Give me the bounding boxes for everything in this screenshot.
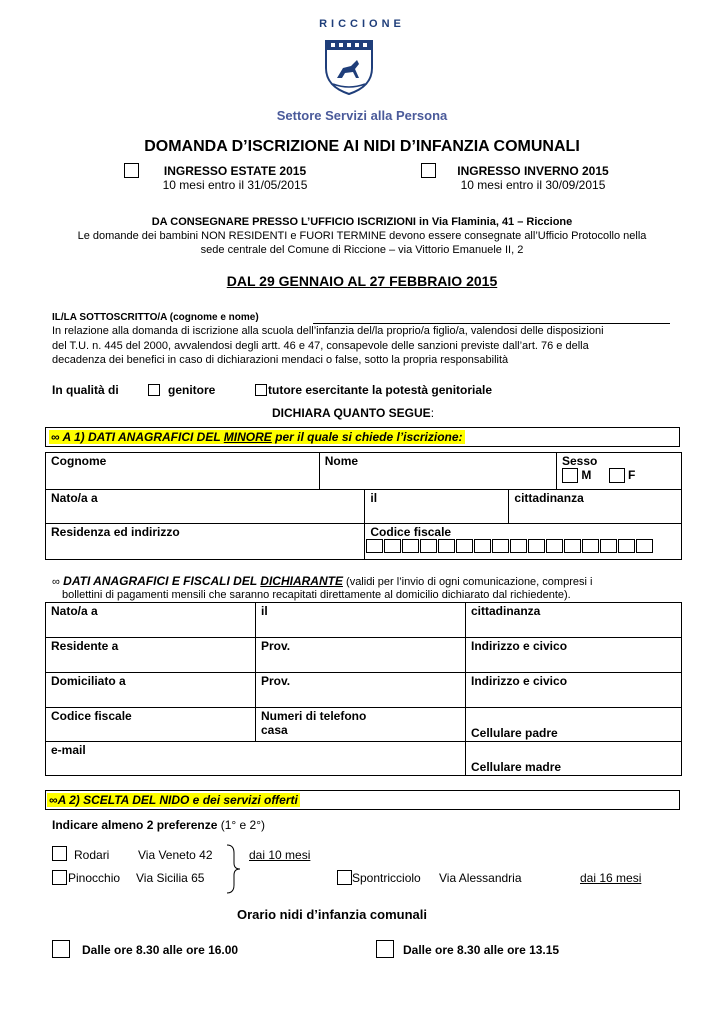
father-mobile-cell[interactable] [466, 708, 682, 742]
bullet-icon: ∞ [52, 576, 60, 588]
declarant-residence-cell[interactable] [46, 638, 256, 673]
sex-f-label: F [628, 468, 636, 482]
minor-name-cell[interactable] [319, 453, 556, 490]
declares-heading: DICHIARA QUANTO SEGUE: [272, 406, 435, 420]
minor-sex-cell [557, 453, 682, 490]
declarant-statement [52, 324, 672, 368]
intake-summer-checkbox[interactable] [124, 163, 139, 178]
minor-surname-cell[interactable] [46, 453, 320, 490]
declarant-birthdate-label: il [261, 604, 268, 618]
minor-residence-cell[interactable] [46, 524, 365, 560]
declarant-domicile-cell[interactable] [46, 673, 256, 708]
age-16-months: dai 16 mesi [580, 871, 642, 885]
pinocchio-checkbox[interactable] [52, 870, 67, 885]
declarant-residence-address-label: Indirizzo e civico [471, 639, 568, 653]
delivery-note-2: sede centrale del Comune di Riccione – via Vittorio Emanuele II, 2 [200, 244, 524, 256]
declarant-domicile-address-label: Indirizzo e civico [471, 674, 568, 688]
minor-fiscal-code-label: Codice fiscale [370, 525, 452, 539]
section-a2-title [47, 793, 300, 807]
rodari-checkbox[interactable] [52, 846, 67, 861]
section-a1-title [49, 430, 465, 444]
declarant-fiscal-code-label: Codice fiscale [51, 709, 132, 723]
declarant-domicile-prov-cell[interactable] [256, 673, 466, 708]
declarant-statement-line-1: In relazione alla domanda di iscrizione alla scuola dell’infanzia del/la proprio/a figlio/a, valendosi delle disposizioni [52, 325, 604, 337]
declarant-citizenship-cell[interactable] [466, 603, 682, 638]
delivery-address: in Via Flaminia, 41 – Riccione [415, 216, 573, 228]
parent-label: genitore [168, 383, 216, 397]
spontricciolo-address: Via Alessandria [439, 871, 522, 885]
hours-short-checkbox[interactable] [376, 940, 394, 958]
page-title: DOMANDA D’ISCRIZIONE AI NIDI D’INFANZIA COMUNALI [144, 138, 580, 155]
hours-short-label: Dalle ore 8.30 alle ore 13.15 [403, 943, 560, 957]
delivery-info [0, 215, 724, 257]
declarant-section-heading [52, 575, 672, 602]
intake-summer-label: INGRESSO ESTATE 2015 [163, 164, 307, 178]
sex-f-checkbox[interactable] [609, 468, 625, 483]
minor-surname-label: Cognome [51, 454, 107, 468]
declarant-email-cell[interactable] [46, 742, 466, 776]
intake-winter-label: INGRESSO INVERNO 2015 [457, 164, 609, 178]
city-crest-icon [323, 38, 375, 96]
minor-sex-label: Sesso [562, 454, 598, 468]
declarant-domicile-address-cell[interactable] [466, 673, 682, 708]
section-a1-pre: A 1) DATI ANAGRAFICI DEL [59, 430, 224, 444]
hours-full-label: Dalle ore 8.30 alle ore 16.00 [82, 943, 239, 957]
section-a2-text: A 2) SCELTA DEL NIDO e dei servizi offerti [57, 793, 298, 807]
sex-m-checkbox[interactable] [562, 468, 578, 483]
declarant-data-table [45, 602, 682, 776]
rodari-address: Via Veneto 42 [138, 848, 213, 862]
declares-text: DICHIARA QUANTO SEGUE [272, 406, 431, 420]
declarant-statement-line-2: del T.U. n. 445 del 2000, avvalendosi degli artt. 46 e 47, consapevole delle sanzioni previste dall’art. 76 e della [52, 339, 589, 352]
email-label: e-mail [51, 743, 86, 757]
minor-birthdate-label: il [370, 491, 378, 505]
minor-name-label: Nome [324, 454, 359, 468]
minor-residence-label: Residenza ed indirizzo [51, 525, 180, 539]
declarant-birthplace-cell[interactable] [46, 603, 256, 638]
minor-birthdate-cell[interactable] [365, 490, 509, 524]
minor-fiscal-code-cell[interactable] [365, 524, 682, 560]
declarant-domicile-label: Domiciliato a [51, 674, 126, 688]
intake-summer-sub: 10 mesi entro il 31/05/2015 [162, 178, 308, 192]
preferences-hint: (1° e 2°) [217, 818, 266, 832]
declarant-birthplace-label: Nato/a a [51, 604, 98, 618]
guardian-label: tutore esercitante la potestà genitoriale [268, 383, 493, 397]
spontricciolo-checkbox[interactable] [337, 870, 352, 885]
hours-title: Orario nidi d’infanzia comunali [237, 907, 427, 922]
phone-numbers-label: Numeri di telefono [261, 709, 367, 723]
section-a1-minor: MINORE [223, 430, 272, 444]
home-phone-label: casa [261, 723, 288, 737]
declarant-label: IL/LA SOTTOSCRITTO/A (cognome e nome) [52, 312, 259, 323]
pinocchio-label: Pinocchio [68, 871, 121, 885]
declarant-birthdate-cell[interactable] [256, 603, 466, 638]
declarant-residence-prov-label: Prov. [261, 639, 291, 653]
minor-birthplace-cell[interactable] [46, 490, 365, 524]
minor-data-table [45, 452, 682, 560]
brace-icon [224, 843, 242, 895]
declarant-section-note-2: bollettini di pagamenti mensili che saranno recapitati direttamente al domicilio dichiarato dal richiedente). [62, 589, 571, 601]
declarant-statement-line-3: decadenza dei benefici in caso di dichiarazioni mendaci o false, sotto la propria responsabilità [52, 354, 509, 366]
section-a1-post: per il quale si chiede l’iscrizione: [271, 430, 463, 444]
sex-m-label: M [581, 468, 592, 482]
submission-period: DAL 29 GENNAIO AL 27 FEBBRAIO 2015 [226, 273, 498, 289]
delivery-office: DA CONSEGNARE PRESSO L’UFFICIO ISCRIZIONI [151, 216, 416, 228]
minor-birthplace-label: Nato/a a [51, 491, 98, 505]
delivery-note: Le domande dei bambini NON RESIDENTI e FUORI TERMINE devono essere consegnate all’Ufficio Protocollo nella [77, 230, 647, 242]
declarant-home-phone-cell[interactable] [256, 708, 466, 742]
pinocchio-address: Via Sicilia 65 [136, 871, 205, 885]
declarant-section-note: (validi per l’invio di ogni comunicazione, compresi i [342, 576, 593, 588]
mother-mobile-label: Cellulare madre [471, 760, 562, 774]
intake-winter [438, 164, 628, 192]
preferences-instruction [52, 818, 265, 832]
age-10-months: dai 10 mesi [249, 848, 311, 862]
parent-checkbox[interactable] [148, 384, 160, 396]
declarant-domicile-prov-label: Prov. [261, 674, 291, 688]
city-wordmark: RICCIONE [319, 18, 405, 30]
sector-name: Settore Servizi alla Persona [276, 108, 448, 123]
section-a1-bar [45, 427, 680, 447]
quality-row [52, 383, 119, 397]
bullet-icon: ∞ [49, 793, 58, 807]
rodari-label: Rodari [74, 848, 110, 862]
mother-mobile-cell[interactable] [466, 742, 682, 776]
intake-winter-checkbox[interactable] [421, 163, 436, 178]
hours-full-checkbox[interactable] [52, 940, 70, 958]
spontricciolo-label: Spontricciolo [352, 871, 421, 885]
section-a2-bar [45, 790, 680, 810]
declarant-residence-prov-cell[interactable] [256, 638, 466, 673]
intake-winter-sub: 10 mesi entro il 30/09/2015 [460, 178, 606, 192]
declarant-residence-address-cell[interactable] [466, 638, 682, 673]
fiscal-code-boxes[interactable] [365, 539, 676, 556]
declarant-section-declarant: DICHIARANTE [260, 574, 343, 588]
minor-citizenship-cell[interactable] [509, 490, 682, 524]
declarant-section-pre: DATI ANAGRAFICI E FISCALI DEL [59, 574, 261, 588]
quality-label: In qualità di [52, 383, 119, 397]
father-mobile-label: Cellulare padre [471, 726, 558, 740]
declarant-residence-label: Residente a [51, 639, 119, 653]
intake-summer [140, 164, 330, 192]
preferences-label: Indicare almeno 2 preferenze [52, 818, 218, 832]
minor-citizenship-label: cittadinanza [514, 491, 584, 505]
guardian-checkbox[interactable] [255, 384, 267, 396]
declarant-citizenship-label: cittadinanza [471, 604, 541, 618]
declarant-fiscal-code-cell[interactable] [46, 708, 256, 742]
bullet-icon: ∞ [51, 430, 60, 444]
